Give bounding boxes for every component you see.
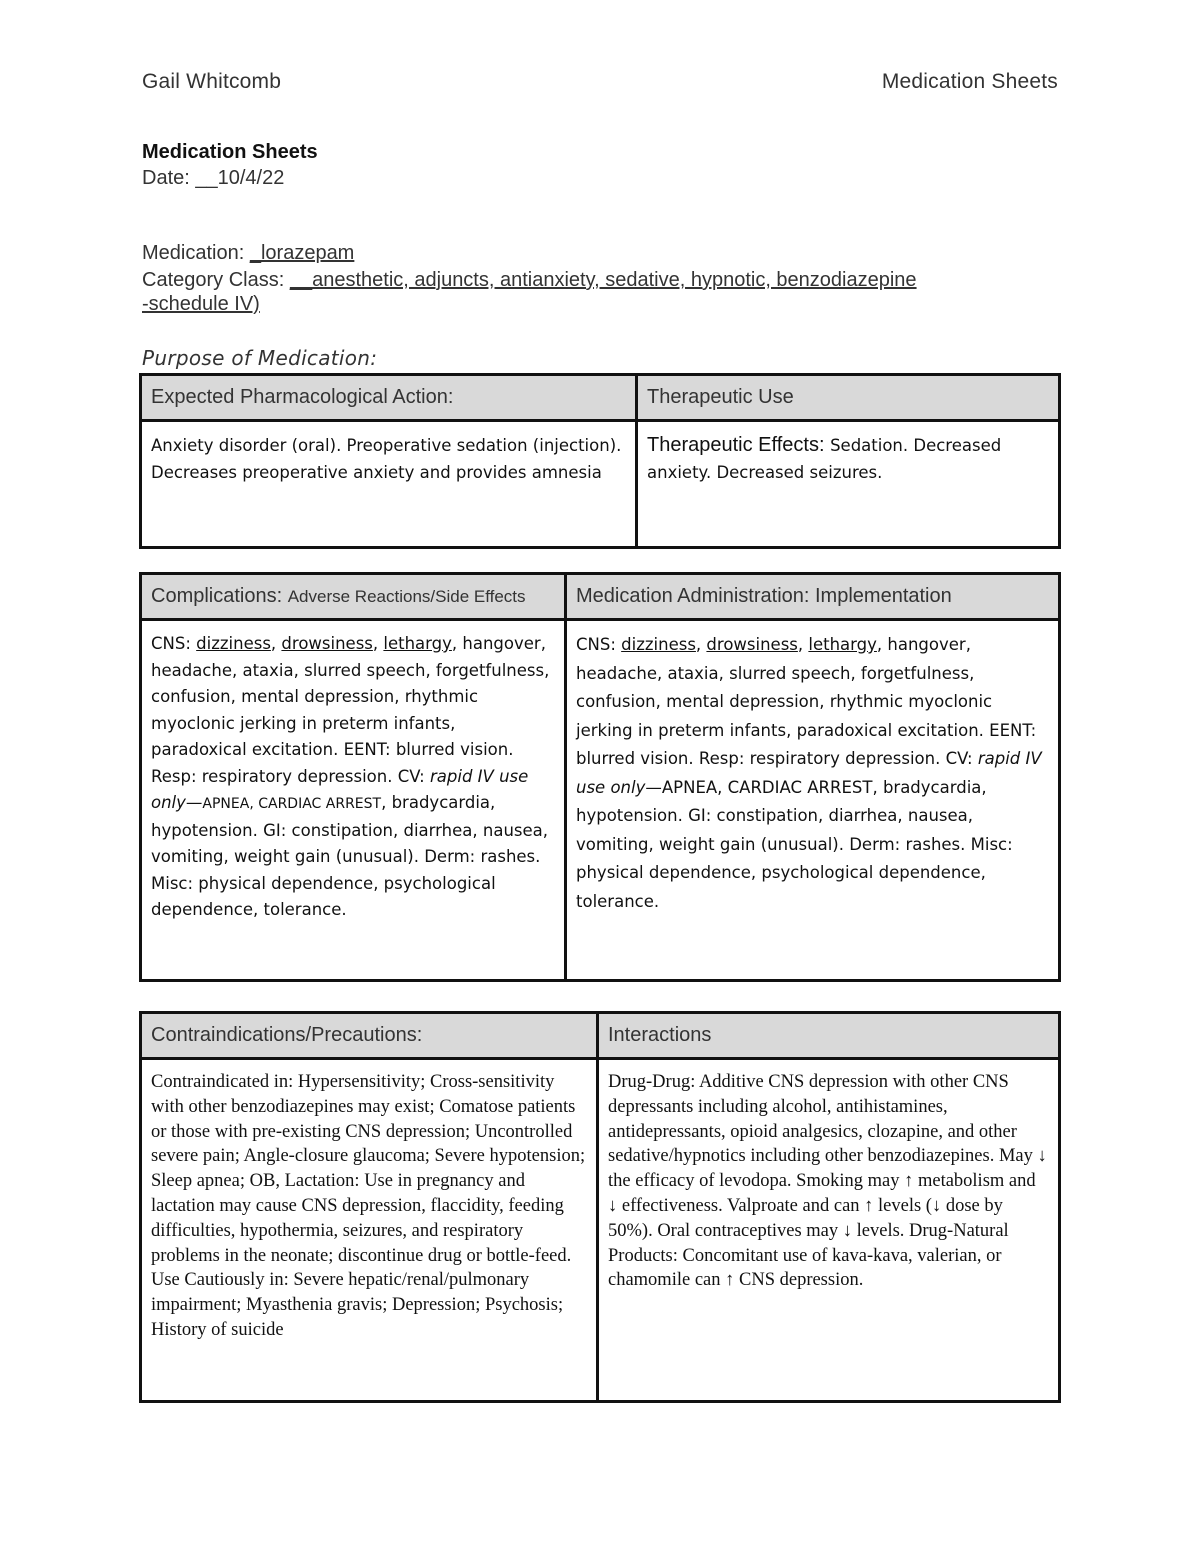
complications-text-2: , bradycardia, hypotension. GI: constipation, diarrhea, nausea, vomiting, weight gain (unusual). Derm: rashes. Misc: physical dependence, psychological dependence, tolerance. [151,793,548,919]
contraindications-body [141,1059,598,1402]
administration-text-1: , hangover, headache, ataxia, slurred speech, forgetfulness, confusion, mental depression, rhythmic myoclonic jerking in preterm infants, paradoxical excitation. EENT: blurred vision. Resp: respiratory depression. CV: [576,635,1037,768]
administration-body [566,620,1060,981]
cns-label: CNS: [151,634,197,653]
lethargy: lethargy [808,635,877,654]
complications-header-small: Adverse Reactions/Side Effects [287,587,526,606]
dizziness: dizziness [196,634,271,653]
category-value-2: -schedule IV) [142,293,260,315]
sep: , [372,634,384,653]
contraindications-table [139,1011,1061,1403]
rapid-iv-note: rapid IV use only [576,749,1042,797]
date-line [142,167,1058,190]
complications-header-main: Complications: [151,585,288,607]
use-cautiously-text: Use Cautiously in: Severe hepatic/renal/pulmonary impairment; Myasthenia gravis; Depression; Psychosis; History of suicide [151,1270,564,1340]
rapid-iv-note: rapid IV use only [151,766,529,812]
interactions-body: Drug-Drug: Additive CNS depression with other CNS depressants including alcohol, antihistamines, antidepressants, opioid analgesics, clozapine, and other sedative/hypnotics including other benzodiazepines. May ↓ the efficacy of levodopa. Smoking may ↑ metabolism and ↓ effectiveness. Valproate and can ↑ levels (↓ dose by 50%). Oral contraceptives may ↓ levels. Drug-Natural Products: Concomitant use of kava-kava, valerian, or chamomile can ↑ CNS depression. [598,1059,1060,1402]
pharm-action-header: Expected Pharmacological Action: [141,375,637,421]
pharm-action-body: Anxiety disorder (oral). Preoperative sedation (injection). Decreases preoperative anxiety and provides amnesia [141,421,637,548]
cns-label: CNS: [576,635,622,654]
page-title: Medication Sheets [142,141,318,163]
contraindicated-in-text: Contraindicated in: Hypersensitivity; Cross-sensitivity with other benzodiazepines may exist; Comatose patients or those with pre-existing CNS depression; Uncontrolled severe pain; Angle-closure glaucoma; Severe hypotension; Sleep apnea; OB, Lactation: Use in pregnancy and lactation may cause CNS depression, flaccidity, feeding difficulties, hypothermia, seizures, and respiratory problems in the neonate; discontinue drug or bottle-feed. [151,1072,586,1266]
therapeutic-effects-text: Sedation. Decreased anxiety. Decreased seizures. [647,436,1002,482]
sep: , [695,635,707,654]
complications-body [141,620,566,981]
therapeutic-effects-label: Therapeutic Effects: [647,434,831,456]
header-doc-title: Medication Sheets [881,70,1058,93]
apnea-warning: APNEA, CARDIAC ARREST [661,777,873,797]
medication-label: Medication: [142,242,250,264]
lethargy: lethargy [383,634,452,653]
purpose-table [139,373,1061,549]
medication-line [142,242,1058,265]
category-line [142,268,1058,316]
complications-text-1: , hangover, headache, ataxia, slurred speech, forgetfulness, confusion, mental depression, rhythmic myoclonic jerking in preterm infants, paradoxical excitation. EENT: blurred vision. Resp: respiratory depression. CV: [151,634,550,786]
purpose-label: Purpose of Medication: [142,346,378,370]
sep: , [270,634,282,653]
medication-value: _lorazepam [249,242,355,264]
header-author: Gail Whitcomb [142,70,282,93]
therapeutic-use-header: Therapeutic Use [637,375,1060,421]
category-value-1: __anesthetic, adjuncts, antianxiety, sedative, hypnotic, benzodiazepine [289,269,917,291]
sep: , [797,635,809,654]
contraindications-header: Contraindications/Precautions: [141,1013,598,1059]
em-dash: — [185,793,203,812]
apnea-warning: APNEA, CARDIAC ARREST [202,796,382,812]
em-dash: — [645,777,662,797]
date-label: Date: [142,167,196,189]
date-blank: __ [195,167,218,189]
therapeutic-use-body [637,421,1060,548]
administration-text-2: , bradycardia, hypotension. GI: constipation, diarrhea, nausea, vomiting, weight gain (unusual). Derm: rashes. Misc: physical dependence, psychological dependence, tolerance. [576,777,1013,911]
drowsiness: drowsiness [281,634,373,653]
interactions-header: Interactions [598,1013,1060,1059]
administration-header: Medication Administration: Implementation [566,574,1060,620]
complications-table [139,572,1061,982]
complications-header [141,574,566,620]
dizziness: dizziness [621,635,696,654]
date-value: 10/4/22 [217,167,285,189]
drowsiness: drowsiness [706,635,798,654]
category-label: Category Class: [142,269,290,291]
